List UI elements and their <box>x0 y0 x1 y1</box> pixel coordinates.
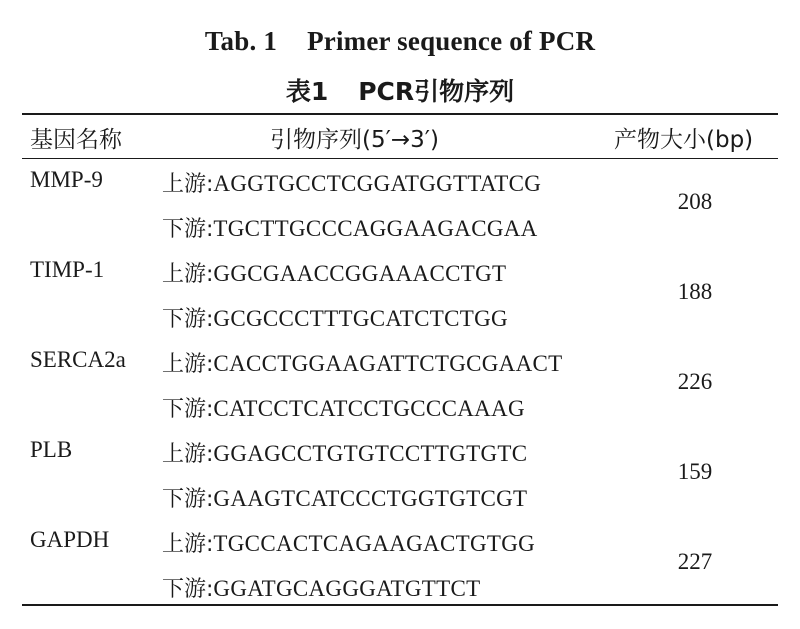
header-product-size: 产物大小(bp) <box>614 127 754 153</box>
forward-primer <box>162 437 527 468</box>
primer-sequence: AGGTGCCTCGGATGGTTATCG <box>213 171 542 196</box>
gene-name: PLB <box>30 437 73 462</box>
primer-direction-label: 下游: <box>162 487 214 512</box>
table-number-cn: 表1 <box>285 77 329 106</box>
primer-sequence: TGCTTGCCCAGGAAGACGAA <box>213 216 538 241</box>
table-title-cn-text: PCR引物序列 <box>358 77 515 106</box>
product-size: 227 <box>677 549 713 574</box>
primer-direction-label: 下游: <box>162 307 214 332</box>
reverse-primer <box>162 572 480 603</box>
primer-direction-label: 上游: <box>162 532 214 557</box>
gene-name: TIMP-1 <box>30 257 105 282</box>
primer-direction-label: 上游: <box>162 442 214 467</box>
primer-direction-label: 上游: <box>162 262 214 287</box>
header-primer-sequence: 引物序列(5′→3′) <box>270 127 439 153</box>
primer-direction-label: 下游: <box>162 217 214 242</box>
gene-name: GAPDH <box>30 527 110 552</box>
table-bottom-rule <box>22 604 778 606</box>
product-size: 208 <box>677 189 713 214</box>
primer-sequence: CATCCTCATCCTGCCCAAAG <box>213 396 525 421</box>
forward-primer <box>162 167 541 198</box>
primer-direction-label: 下游: <box>162 577 214 602</box>
primer-sequence: GGAGCCTGTGTCCTTGTGTC <box>213 441 528 466</box>
reverse-primer <box>162 482 527 513</box>
forward-primer <box>162 527 535 558</box>
reverse-primer <box>162 392 525 423</box>
primer-sequence: GGATGCAGGGATGTTCT <box>213 576 481 601</box>
forward-primer <box>162 347 562 378</box>
gene-name: MMP-9 <box>30 167 103 192</box>
header-gene-name: 基因名称 <box>30 127 122 153</box>
product-size: 226 <box>677 369 713 394</box>
primer-direction-label: 上游: <box>162 172 214 197</box>
table-number-en: Tab. 1 <box>204 26 278 56</box>
table-title-en-text: Primer sequence of PCR <box>307 26 596 56</box>
primer-direction-label: 上游: <box>162 352 214 377</box>
forward-primer <box>162 257 506 288</box>
reverse-primer <box>162 302 508 333</box>
primer-sequence: GAAGTCATCCCTGGTGTCGT <box>213 486 528 511</box>
primer-sequence: GGCGAACCGGAAACCTGT <box>213 261 507 286</box>
product-size: 188 <box>677 279 713 304</box>
primer-sequence: GCGCCCTTTGCATCTCTGG <box>213 306 508 331</box>
product-size: 159 <box>677 459 713 484</box>
primer-sequence: TGCCACTCAGAAGACTGTGG <box>213 531 536 556</box>
gene-name: SERCA2a <box>30 347 126 372</box>
primer-sequence: CACCTGGAAGATTCTGCGAACT <box>213 351 563 376</box>
primer-direction-label: 下游: <box>162 397 214 422</box>
reverse-primer <box>162 212 538 243</box>
